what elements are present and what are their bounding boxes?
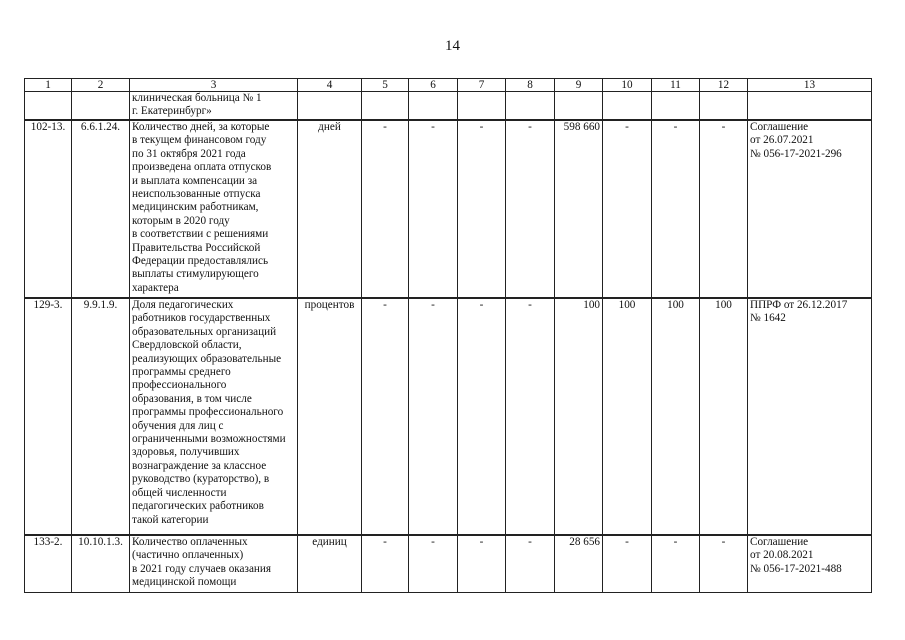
- table-row: [25, 92, 872, 121]
- table-cell-col-9: [555, 92, 603, 121]
- table-cell-col-1: 133-2.: [25, 535, 72, 593]
- table-cell-col-1: [25, 92, 72, 121]
- table-cell-col-4: процентов: [298, 298, 362, 535]
- table-cell-col-9: 100: [555, 298, 603, 535]
- column-header: 8: [506, 79, 555, 92]
- table-cell-col-8: [506, 92, 555, 121]
- table-cell-col-11: -: [652, 120, 700, 298]
- table-cell-col-12: -: [700, 535, 748, 593]
- table-cell-col-11: 100: [652, 298, 700, 535]
- table-cell-col-3: клиническая больница № 1 г. Екатеринбург»: [130, 92, 298, 121]
- column-header: 6: [409, 79, 458, 92]
- table-cell-col-3: Количество дней, за которые в текущем финансовом году по 31 октября 2021 года произведена оплата отпусков и выплата компенсации за неиспользованные отпуска медицинским работникам, которым в 2020 году в соответствии с решениями Правительства Российской Федерации предоставлялись выплаты стимулирующего характера: [130, 120, 298, 298]
- table-cell-col-12: 100: [700, 298, 748, 535]
- table-cell-col-1: 129-3.: [25, 298, 72, 535]
- table-cell-col-3: Количество оплаченных (частично оплаченных) в 2021 году случаев оказания медицинской помощи: [130, 535, 298, 593]
- table-cell-col-10: -: [603, 120, 652, 298]
- table-cell-col-7: -: [458, 535, 506, 593]
- column-header: 11: [652, 79, 700, 92]
- table-cell-col-11: [652, 92, 700, 121]
- column-header: 13: [748, 79, 872, 92]
- table-cell-col-5: [362, 92, 409, 121]
- data-table: [24, 78, 872, 593]
- table-cell-col-13: ППРФ от 26.12.2017 № 1642: [748, 298, 872, 535]
- column-header: 10: [603, 79, 652, 92]
- column-header: 1: [25, 79, 72, 92]
- table-cell-col-8: -: [506, 120, 555, 298]
- column-header: 9: [555, 79, 603, 92]
- table-cell-col-5: -: [362, 535, 409, 593]
- table-cell-col-2: 9.9.1.9.: [72, 298, 130, 535]
- table-cell-col-9: 28 656: [555, 535, 603, 593]
- column-header: 5: [362, 79, 409, 92]
- table-cell-col-13: [748, 92, 872, 121]
- table-cell-col-5: -: [362, 298, 409, 535]
- table-cell-col-6: -: [409, 298, 458, 535]
- table-row: [25, 120, 872, 298]
- table-cell-col-4: единиц: [298, 535, 362, 593]
- table-cell-col-6: -: [409, 535, 458, 593]
- table-cell-col-11: -: [652, 535, 700, 593]
- table-row: [25, 298, 872, 535]
- table-cell-col-7: -: [458, 298, 506, 535]
- table-cell-col-8: -: [506, 535, 555, 593]
- table-cell-col-5: -: [362, 120, 409, 298]
- page-number: 14: [445, 38, 460, 54]
- table-cell-col-1: 102-13.: [25, 120, 72, 298]
- table-cell-col-3: Доля педагогических работников государственных образовательных организаций Свердловской области, реализующих образовательные программы среднего профессионального образования, в том числе программы профессионального обучения для лиц с ограниченными возможностями здоровья, получивших вознаграждение за классное руководство (кураторство), в общей численности педагогических работников такой категории: [130, 298, 298, 535]
- table-cell-col-6: [409, 92, 458, 121]
- table-cell-col-4: [298, 92, 362, 121]
- column-header: 4: [298, 79, 362, 92]
- column-header: 2: [72, 79, 130, 92]
- column-header: 12: [700, 79, 748, 92]
- column-header: 3: [130, 79, 298, 92]
- table-cell-col-10: -: [603, 535, 652, 593]
- table-cell-col-8: -: [506, 298, 555, 535]
- table-cell-col-13: Соглашение от 20.08.2021 № 056-17-2021-488: [748, 535, 872, 593]
- table-cell-col-2: [72, 92, 130, 121]
- table-row: [25, 535, 872, 593]
- table-header-row: [25, 79, 872, 92]
- table-cell-col-12: [700, 92, 748, 121]
- table-cell-col-10: [603, 92, 652, 121]
- table-cell-col-2: 6.6.1.24.: [72, 120, 130, 298]
- table-cell-col-12: -: [700, 120, 748, 298]
- table-cell-col-4: дней: [298, 120, 362, 298]
- column-header: 7: [458, 79, 506, 92]
- table-cell-col-7: [458, 92, 506, 121]
- table-cell-col-10: 100: [603, 298, 652, 535]
- table-cell-col-9: 598 660: [555, 120, 603, 298]
- table-cell-col-6: -: [409, 120, 458, 298]
- table-cell-col-13: Соглашение от 26.07.2021 № 056-17-2021-296: [748, 120, 872, 298]
- table-cell-col-7: -: [458, 120, 506, 298]
- table-cell-col-2: 10.10.1.3.: [72, 535, 130, 593]
